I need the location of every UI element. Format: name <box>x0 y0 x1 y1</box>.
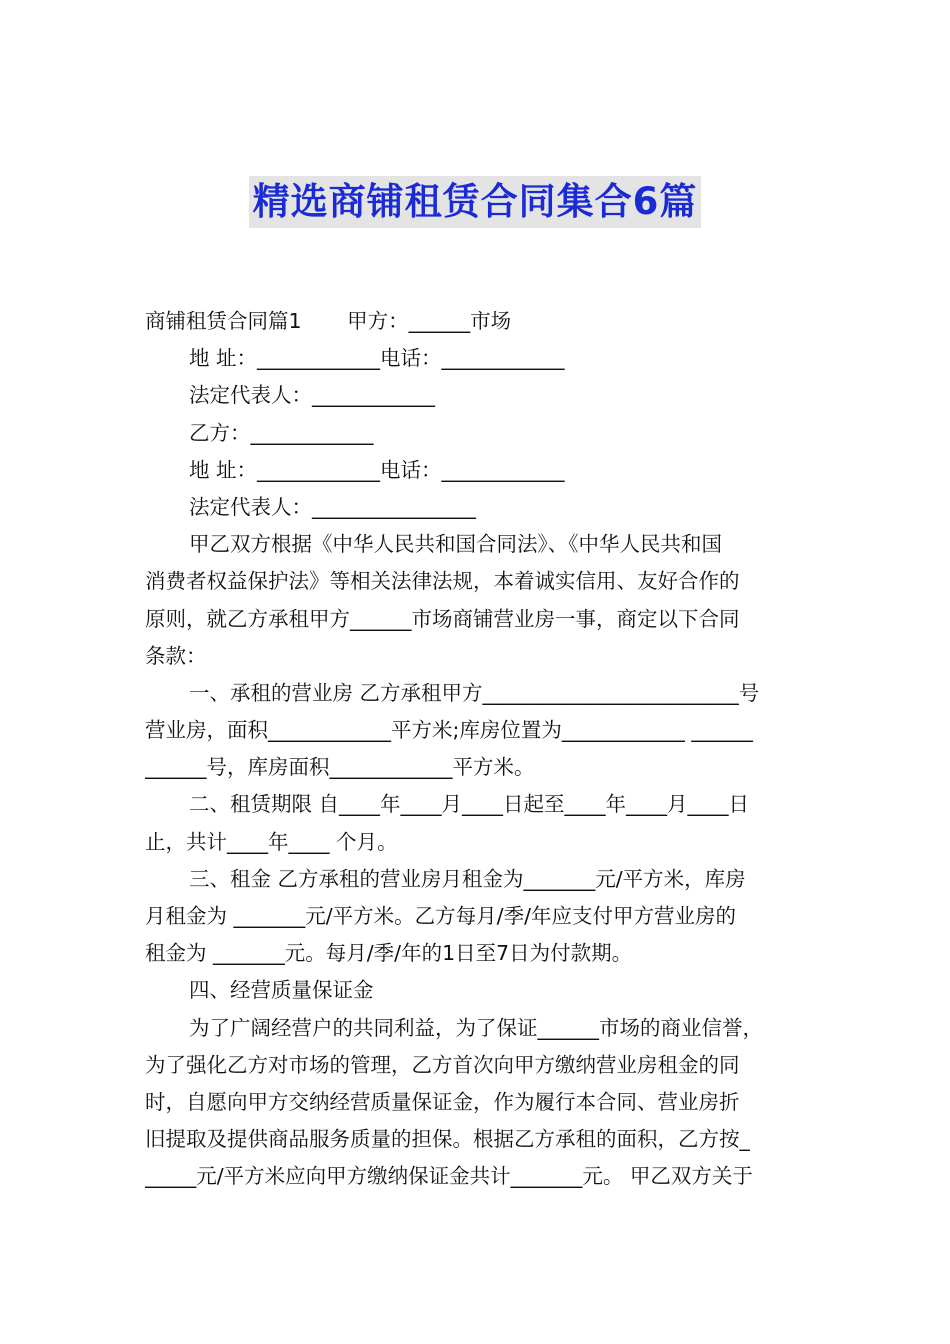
text-line: 法定代表人：________________ <box>189 494 476 519</box>
text-line: 乙方：____________ <box>189 420 374 445</box>
text-line: ______号，库房面积____________平方米。 <box>145 755 535 780</box>
text-line: 旧提取及提供商品服务质量的担保。根据乙方承租的面积，乙方按_ <box>145 1127 750 1152</box>
text-line: 月租金为 _______元/平方米。乙方每月/季/年应支付甲方营业房的 <box>145 904 736 928</box>
document-body <box>145 303 810 1196</box>
text-line: 甲乙双方根据《中华人民共和国合同法》、《中华人民共和国 <box>189 532 722 557</box>
text-line: 为了广阔经营户的共同利益，为了保证______市场的商业信誉， <box>189 1015 763 1040</box>
text-line: 原则，就乙方承租甲方______市场商铺营业房一事，商定以下合同 <box>145 606 740 631</box>
text-line: 二、租赁期限 自____年____月____日起至____年____月____日 <box>189 792 750 817</box>
document-title: 精选商铺租赁合同集合6篇 <box>249 176 702 228</box>
title-container <box>0 176 950 228</box>
text-line: 商铺租赁合同篇1 甲方：______市场 <box>145 309 512 333</box>
text-line: 四、经营质量保证金 <box>189 978 374 1003</box>
text-line: 地 址：____________电话：____________ <box>189 457 565 482</box>
text-line: 为了强化乙方对市场的管理，乙方首次向甲方缴纳营业房租金的同 <box>145 1052 740 1077</box>
text-line: 三、租金 乙方承租的营业房月租金为_______元/平方米，库房 <box>189 866 746 891</box>
text-line: 法定代表人：____________ <box>189 383 435 408</box>
text-line: 止，共计____年____ 个月。 <box>145 829 398 854</box>
text-line: 条款： <box>145 643 207 668</box>
text-line: 一、承租的营业房 乙方承租甲方_________________________号 <box>189 680 760 705</box>
text-line: 租金为 _______元。每月/季/年的1日至7日为付款期。 <box>145 941 633 966</box>
text-line: 地 址：____________电话：____________ <box>189 346 565 371</box>
text-line: 营业房，面积____________平方米;库房位置为____________ ______ <box>145 718 753 743</box>
text-line: 消费者权益保护法》等相关法律法规，本着诚实信用、友好合作的 <box>145 569 740 594</box>
text-line: 时，自愿向甲方交纳经营质量保证金，作为履行本合同、营业房折 <box>145 1089 740 1114</box>
text-line: _____元/平方米应向甲方缴纳保证金共计_______元。 甲乙双方关于 <box>145 1164 753 1189</box>
